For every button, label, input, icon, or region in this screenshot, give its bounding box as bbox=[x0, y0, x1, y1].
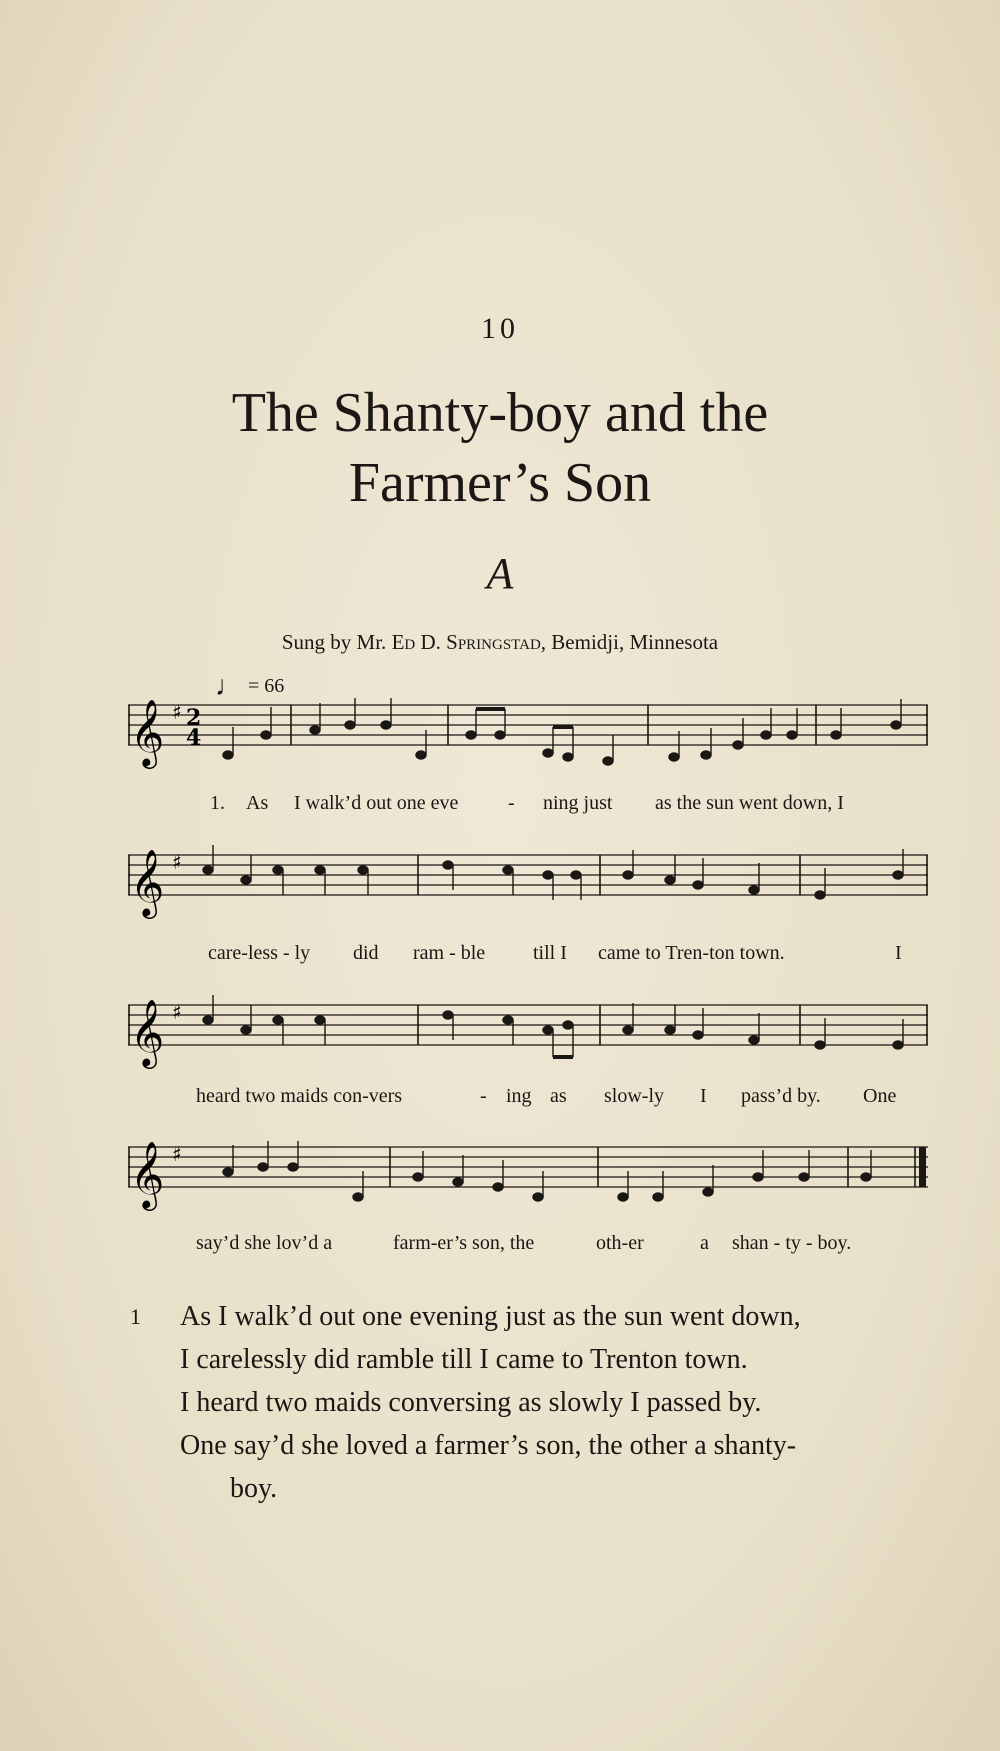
lyric-syllable: As bbox=[246, 792, 269, 814]
music-staff-1 bbox=[128, 695, 928, 785]
verse-lines bbox=[180, 1295, 950, 1510]
lyric-syllable: slow-ly bbox=[604, 1085, 664, 1107]
lyric-syllable: came to Tren-ton town. bbox=[598, 942, 785, 964]
staff-4-notes bbox=[223, 1141, 871, 1201]
final-barline bbox=[919, 1147, 926, 1187]
lyric-line-3 bbox=[128, 1085, 928, 1115]
lyric-syllable: shan - ty - boy. bbox=[732, 1232, 852, 1254]
key-sharp-icon: ♯ bbox=[172, 1142, 182, 1166]
lyric-syllable: did bbox=[353, 942, 379, 964]
lyric-syllable: ram - ble bbox=[413, 942, 486, 964]
lyric-syllable: oth-er bbox=[596, 1232, 644, 1254]
staff-4-svg bbox=[128, 1137, 928, 1227]
credit-singer: Ed D. Springstad bbox=[391, 630, 541, 654]
lyric-syllable: pass’d by. bbox=[741, 1085, 821, 1107]
key-sharp-icon: ♯ bbox=[172, 1000, 182, 1024]
lyric-syllable: care-less - ly bbox=[208, 942, 311, 964]
lyric-syllable: as bbox=[550, 1085, 567, 1107]
tempo-value: = 66 bbox=[248, 675, 285, 697]
song-title-line-2: Farmer’s Son bbox=[348, 452, 652, 514]
song-title-line-1: The Shanty-boy and the bbox=[231, 382, 769, 444]
verse-line: One say’d she loved a farmer’s son, the other a shanty- bbox=[180, 1430, 797, 1461]
treble-clef-icon: 𝄞 bbox=[130, 1140, 165, 1208]
verse-line: I carelessly did ramble till I came to Trenton town. bbox=[180, 1344, 748, 1375]
music-staff-3 bbox=[128, 995, 928, 1085]
treble-clef-icon: 𝄞 bbox=[130, 998, 165, 1066]
lyric-syllable: ing bbox=[506, 1085, 532, 1107]
verse-line: I heard two maids conversing as slowly I passed by. bbox=[180, 1387, 762, 1418]
lyric-syllable: say’d she lov’d a bbox=[196, 1232, 333, 1254]
lyric-syllable: as the sun went down, I bbox=[655, 792, 844, 814]
credit-suffix: , Bemidji, Minnesota bbox=[540, 630, 719, 654]
quarter-note-icon: ♩ bbox=[215, 671, 243, 702]
treble-clef-icon: 𝄞 bbox=[130, 848, 165, 916]
page-number: 10 bbox=[481, 312, 519, 345]
music-staff-2 bbox=[128, 845, 928, 935]
staff-2-svg bbox=[128, 845, 928, 935]
credit-prefix: Sung by Mr. bbox=[281, 630, 392, 654]
verse-line: boy. bbox=[230, 1473, 278, 1504]
staff-1-svg bbox=[128, 695, 928, 785]
key-sharp-icon: ♯ bbox=[172, 700, 182, 724]
lyric-line-1 bbox=[128, 792, 928, 822]
lyric-syllable: farm-er’s son, the bbox=[393, 1232, 535, 1254]
staff-3-svg bbox=[128, 995, 928, 1085]
key-sharp-icon: ♯ bbox=[172, 850, 182, 874]
verse-line: As I walk’d out one evening just as the sun went down, bbox=[180, 1301, 801, 1332]
lyric-syllable: - bbox=[480, 1085, 487, 1107]
treble-clef-icon: 𝄞 bbox=[130, 698, 165, 766]
lyric-syllable: - bbox=[508, 792, 515, 814]
singer-credit bbox=[0, 630, 1000, 655]
verse-number: 1 bbox=[130, 1304, 141, 1329]
lyric-syllable: I bbox=[895, 942, 902, 964]
lyric-syllable: One bbox=[863, 1085, 897, 1107]
time-signature-top: 2 bbox=[186, 705, 202, 731]
lyric-syllable: I bbox=[700, 1085, 707, 1107]
lyric-syllable: ning just bbox=[543, 792, 613, 814]
lyric-syllable: a bbox=[700, 1232, 709, 1254]
lyric-syllable: 1. bbox=[210, 792, 225, 814]
song-title bbox=[0, 378, 1000, 518]
time-signature-bottom: 4 bbox=[186, 725, 202, 751]
music-staff-4 bbox=[128, 1137, 928, 1227]
lyric-line-4 bbox=[128, 1232, 928, 1262]
lyric-syllable: I walk’d out one eve bbox=[294, 792, 459, 814]
lyric-syllable: heard two maids con-vers bbox=[196, 1085, 403, 1107]
lyric-line-2 bbox=[128, 942, 928, 972]
staff-2-notes bbox=[203, 845, 903, 900]
lyric-syllable: till I bbox=[533, 942, 567, 964]
staff-1-notes bbox=[223, 698, 901, 765]
staff-3-notes bbox=[203, 995, 903, 1057]
variant-letter: A bbox=[486, 549, 514, 598]
